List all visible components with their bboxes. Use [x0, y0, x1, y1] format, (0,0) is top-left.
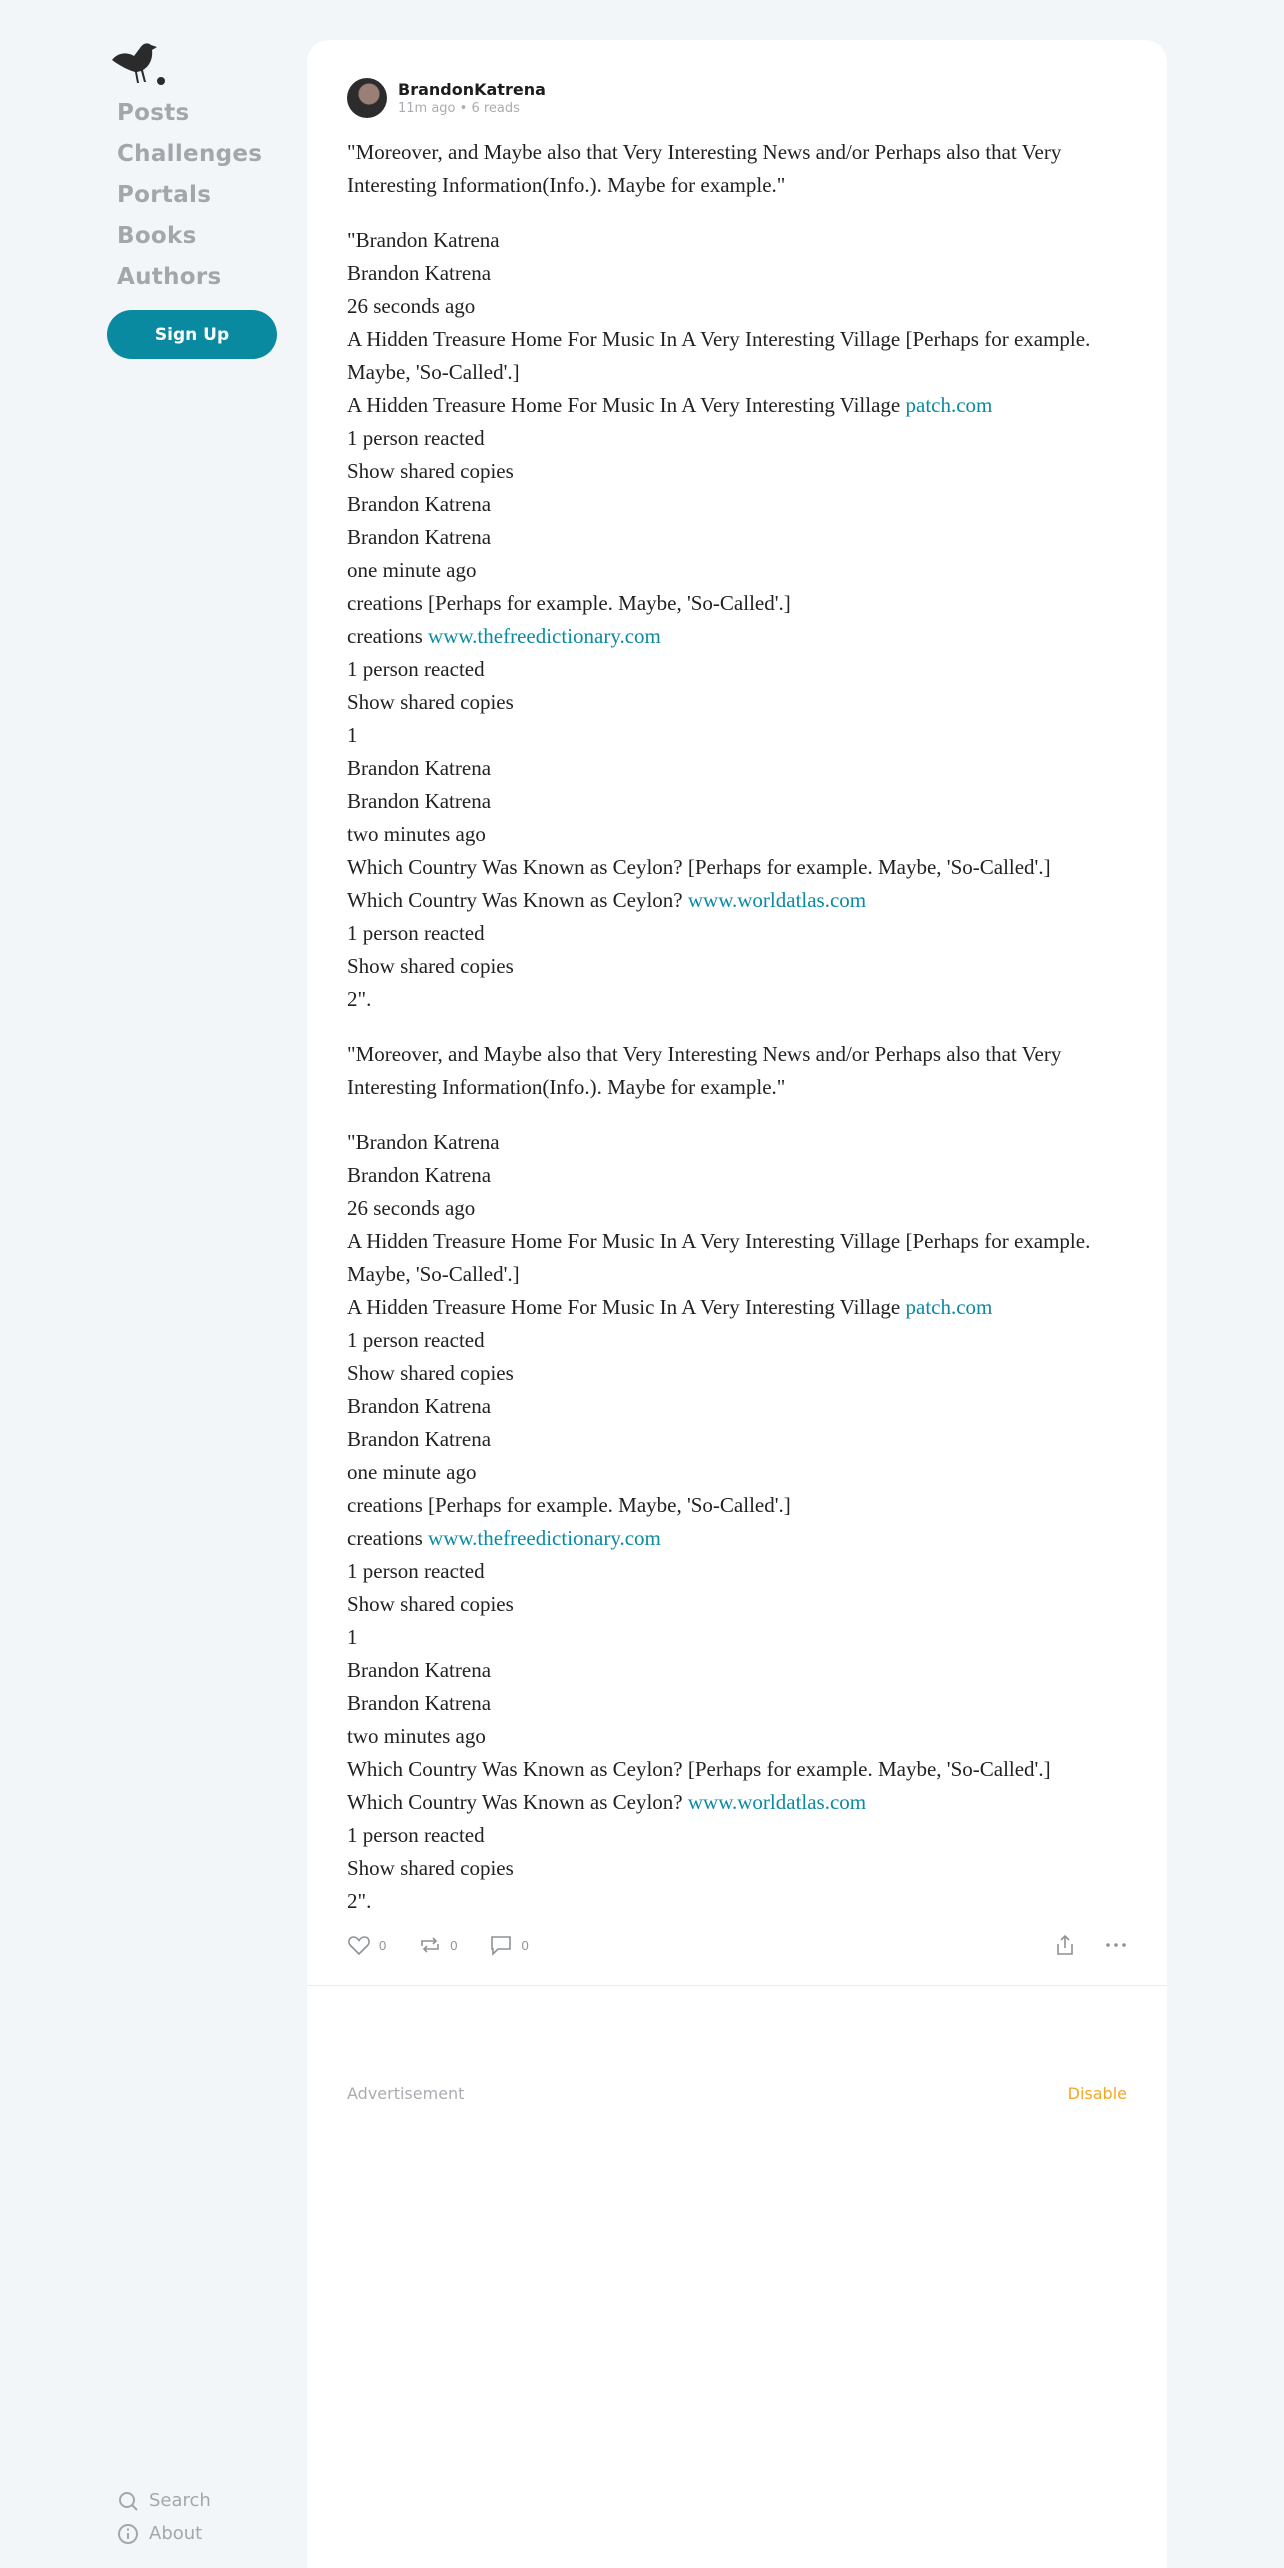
about-label: About [149, 2523, 203, 2544]
post-line-text: A Hidden Treasure Home For Music In A Very Interesting Village [Perhaps for example. Maybe, 'So-Called'.] [347, 327, 1091, 384]
post-line [347, 1456, 1137, 1489]
post-line [347, 818, 1137, 851]
sign-up-button[interactable]: Sign Up [107, 310, 277, 359]
side-footer [117, 2484, 211, 2550]
crow-logo-icon[interactable] [110, 38, 168, 88]
post-line-text: Which Country Was Known as Ceylon? [347, 1790, 688, 1814]
post-line [347, 1159, 1137, 1192]
post-line [347, 1357, 1137, 1390]
disable-ads-link[interactable]: Disable [1067, 2084, 1127, 2103]
post-line-text: Brandon Katrena [347, 1658, 492, 1682]
post-line [347, 1390, 1137, 1423]
post-line [347, 1522, 1137, 1555]
post-line-text: "Moreover, and Maybe also that Very Interesting News and/or Perhaps also that Very Interesting Information(Info.). Maybe for example." [347, 140, 1062, 197]
post-line [347, 1654, 1137, 1687]
share-icon[interactable] [1053, 1933, 1077, 1957]
post-line [347, 983, 1137, 1016]
nav-item-books[interactable]: Books [117, 223, 197, 249]
post-line-text: Show shared copies [347, 690, 514, 714]
post-line-text: Brandon Katrena [347, 261, 492, 285]
post-author [347, 78, 546, 118]
post-line [347, 1852, 1137, 1885]
more-options-icon[interactable] [1105, 1933, 1127, 1957]
post-line [347, 1126, 1137, 1159]
post-line-text: Show shared copies [347, 1856, 514, 1880]
post-body [347, 136, 1137, 1940]
post-line [347, 1423, 1137, 1456]
post-line-text: Which Country Was Known as Ceylon? [Perhaps for example. Maybe, 'So-Called'.] [347, 855, 1051, 879]
author-name[interactable]: BrandonKatrena [398, 80, 546, 99]
post-line [347, 1038, 1137, 1104]
post-line-text: 26 seconds ago [347, 294, 476, 318]
post-line-text: 1 [347, 723, 358, 747]
post-line-text: creations [347, 1526, 429, 1550]
advertisement-label: Advertisement [347, 2084, 465, 2103]
post-line-text: 2". [347, 987, 372, 1011]
post-line-text: 1 person reacted [347, 426, 485, 450]
post-line [347, 257, 1137, 290]
post-line-text: Brandon Katrena [347, 492, 492, 516]
comment-icon [489, 1934, 513, 1956]
post-paragraph [347, 136, 1137, 202]
post-line-text: A Hidden Treasure Home For Music In A Very Interesting Village [Perhaps for example. Maybe, 'So-Called'.] [347, 1229, 1091, 1286]
post-line [347, 521, 1137, 554]
post-line [347, 554, 1137, 587]
post-line-text: Brandon Katrena [347, 1691, 492, 1715]
nav-item-posts[interactable]: Posts [117, 100, 190, 126]
post-link[interactable]: www.worldatlas.com [687, 888, 867, 912]
post-line [347, 653, 1137, 686]
post-line [347, 455, 1137, 488]
post-line-text: 1 person reacted [347, 1559, 485, 1583]
post-line [347, 224, 1137, 257]
search-label: Search [149, 2490, 211, 2511]
repost-count: 0 [450, 1937, 458, 1953]
post-line-text: 2". [347, 1889, 372, 1913]
like-count: 0 [379, 1937, 387, 1953]
repost-icon [418, 1934, 442, 1956]
post-line [347, 323, 1137, 389]
post-line-text: Brandon Katrena [347, 1394, 492, 1418]
post-line-text: A Hidden Treasure Home For Music In A Very Interesting Village [347, 393, 906, 417]
post-line [347, 1687, 1137, 1720]
post-line-text: Brandon Katrena [347, 756, 492, 780]
post-line [347, 1588, 1137, 1621]
divider [307, 1985, 1167, 1986]
post-meta: 11m ago • 6 reads [398, 101, 520, 116]
comment-button[interactable] [489, 1934, 528, 1956]
post-line [347, 1555, 1137, 1588]
post-line [347, 884, 1137, 917]
post-line [347, 1720, 1137, 1753]
post-line [347, 1885, 1137, 1918]
post-line-text: "Brandon Katrena [347, 228, 500, 252]
post-line-text: creations [347, 624, 429, 648]
post-line-text: Show shared copies [347, 1592, 514, 1616]
post-line-text: creations [Perhaps for example. Maybe, 'So-Called'.] [347, 1493, 791, 1517]
post-line [347, 1489, 1137, 1522]
post-line [347, 422, 1137, 455]
post-line [347, 851, 1137, 884]
post-line [347, 389, 1137, 422]
post-link[interactable]: patch.com [905, 393, 993, 417]
post-line [347, 1753, 1137, 1786]
search-link[interactable] [117, 2484, 211, 2517]
post-line [347, 587, 1137, 620]
post-line-text: one minute ago [347, 1460, 477, 1484]
post-line [347, 1786, 1137, 1819]
post-line-text: Brandon Katrena [347, 1427, 492, 1451]
post-line-text: Which Country Was Known as Ceylon? [347, 888, 688, 912]
post-line-text: 1 person reacted [347, 1328, 485, 1352]
post-line [347, 290, 1137, 323]
post-link[interactable]: patch.com [905, 1295, 993, 1319]
post-line [347, 686, 1137, 719]
post-link[interactable]: www.thefreedictionary.com [428, 624, 661, 648]
post-line [347, 1225, 1137, 1291]
post-line [347, 719, 1137, 752]
info-icon [117, 2523, 139, 2545]
nav-item-challenges[interactable]: Challenges [117, 141, 263, 167]
like-button[interactable] [347, 1934, 386, 1956]
post-line-text: "Moreover, and Maybe also that Very Interesting News and/or Perhaps also that Very Interesting Information(Info.). Maybe for example." [347, 1042, 1062, 1099]
post-line-text: Brandon Katrena [347, 525, 492, 549]
main-nav [117, 96, 262, 301]
post-actions [347, 1930, 1127, 1960]
post-line [347, 1192, 1137, 1225]
post-card [307, 40, 1167, 2568]
post-line-text: "Brandon Katrena [347, 1130, 500, 1154]
post-line-text: two minutes ago [347, 1724, 486, 1748]
comment-count: 0 [521, 1937, 529, 1953]
nav-item-authors[interactable]: Authors [117, 264, 222, 290]
post-paragraph [347, 224, 1137, 1016]
post-line-text: 1 [347, 1625, 358, 1649]
avatar[interactable] [347, 78, 387, 118]
about-link[interactable] [117, 2517, 211, 2550]
post-line-text: A Hidden Treasure Home For Music In A Very Interesting Village [347, 1295, 906, 1319]
post-line [347, 488, 1137, 521]
post-line-text: 1 person reacted [347, 921, 485, 945]
post-paragraph [347, 1126, 1137, 1918]
post-line [347, 1324, 1137, 1357]
heart-icon [347, 1934, 371, 1956]
post-line-text: 1 person reacted [347, 657, 485, 681]
post-line-text: Brandon Katrena [347, 789, 492, 813]
post-line-text: 26 seconds ago [347, 1196, 476, 1220]
post-line-text: Brandon Katrena [347, 1163, 492, 1187]
post-line [347, 620, 1137, 653]
post-line [347, 785, 1137, 818]
post-line [347, 1621, 1137, 1654]
post-line-text: one minute ago [347, 558, 477, 582]
post-line-text: Show shared copies [347, 954, 514, 978]
post-link[interactable]: www.worldatlas.com [687, 1790, 867, 1814]
repost-button[interactable] [418, 1934, 457, 1956]
post-line-text: Which Country Was Known as Ceylon? [Perhaps for example. Maybe, 'So-Called'.] [347, 1757, 1051, 1781]
nav-item-portals[interactable]: Portals [117, 182, 212, 208]
post-paragraph [347, 1038, 1137, 1104]
post-line [347, 136, 1137, 202]
post-line [347, 752, 1137, 785]
post-line-text: creations [Perhaps for example. Maybe, 'So-Called'.] [347, 591, 791, 615]
search-icon [117, 2490, 139, 2512]
post-line-text: two minutes ago [347, 822, 486, 846]
post-line-text: Show shared copies [347, 459, 514, 483]
post-link[interactable]: www.thefreedictionary.com [428, 1526, 661, 1550]
post-line [347, 1291, 1137, 1324]
post-line [347, 950, 1137, 983]
post-line [347, 1819, 1137, 1852]
post-line-text: Show shared copies [347, 1361, 514, 1385]
post-line [347, 917, 1137, 950]
post-line-text: 1 person reacted [347, 1823, 485, 1847]
